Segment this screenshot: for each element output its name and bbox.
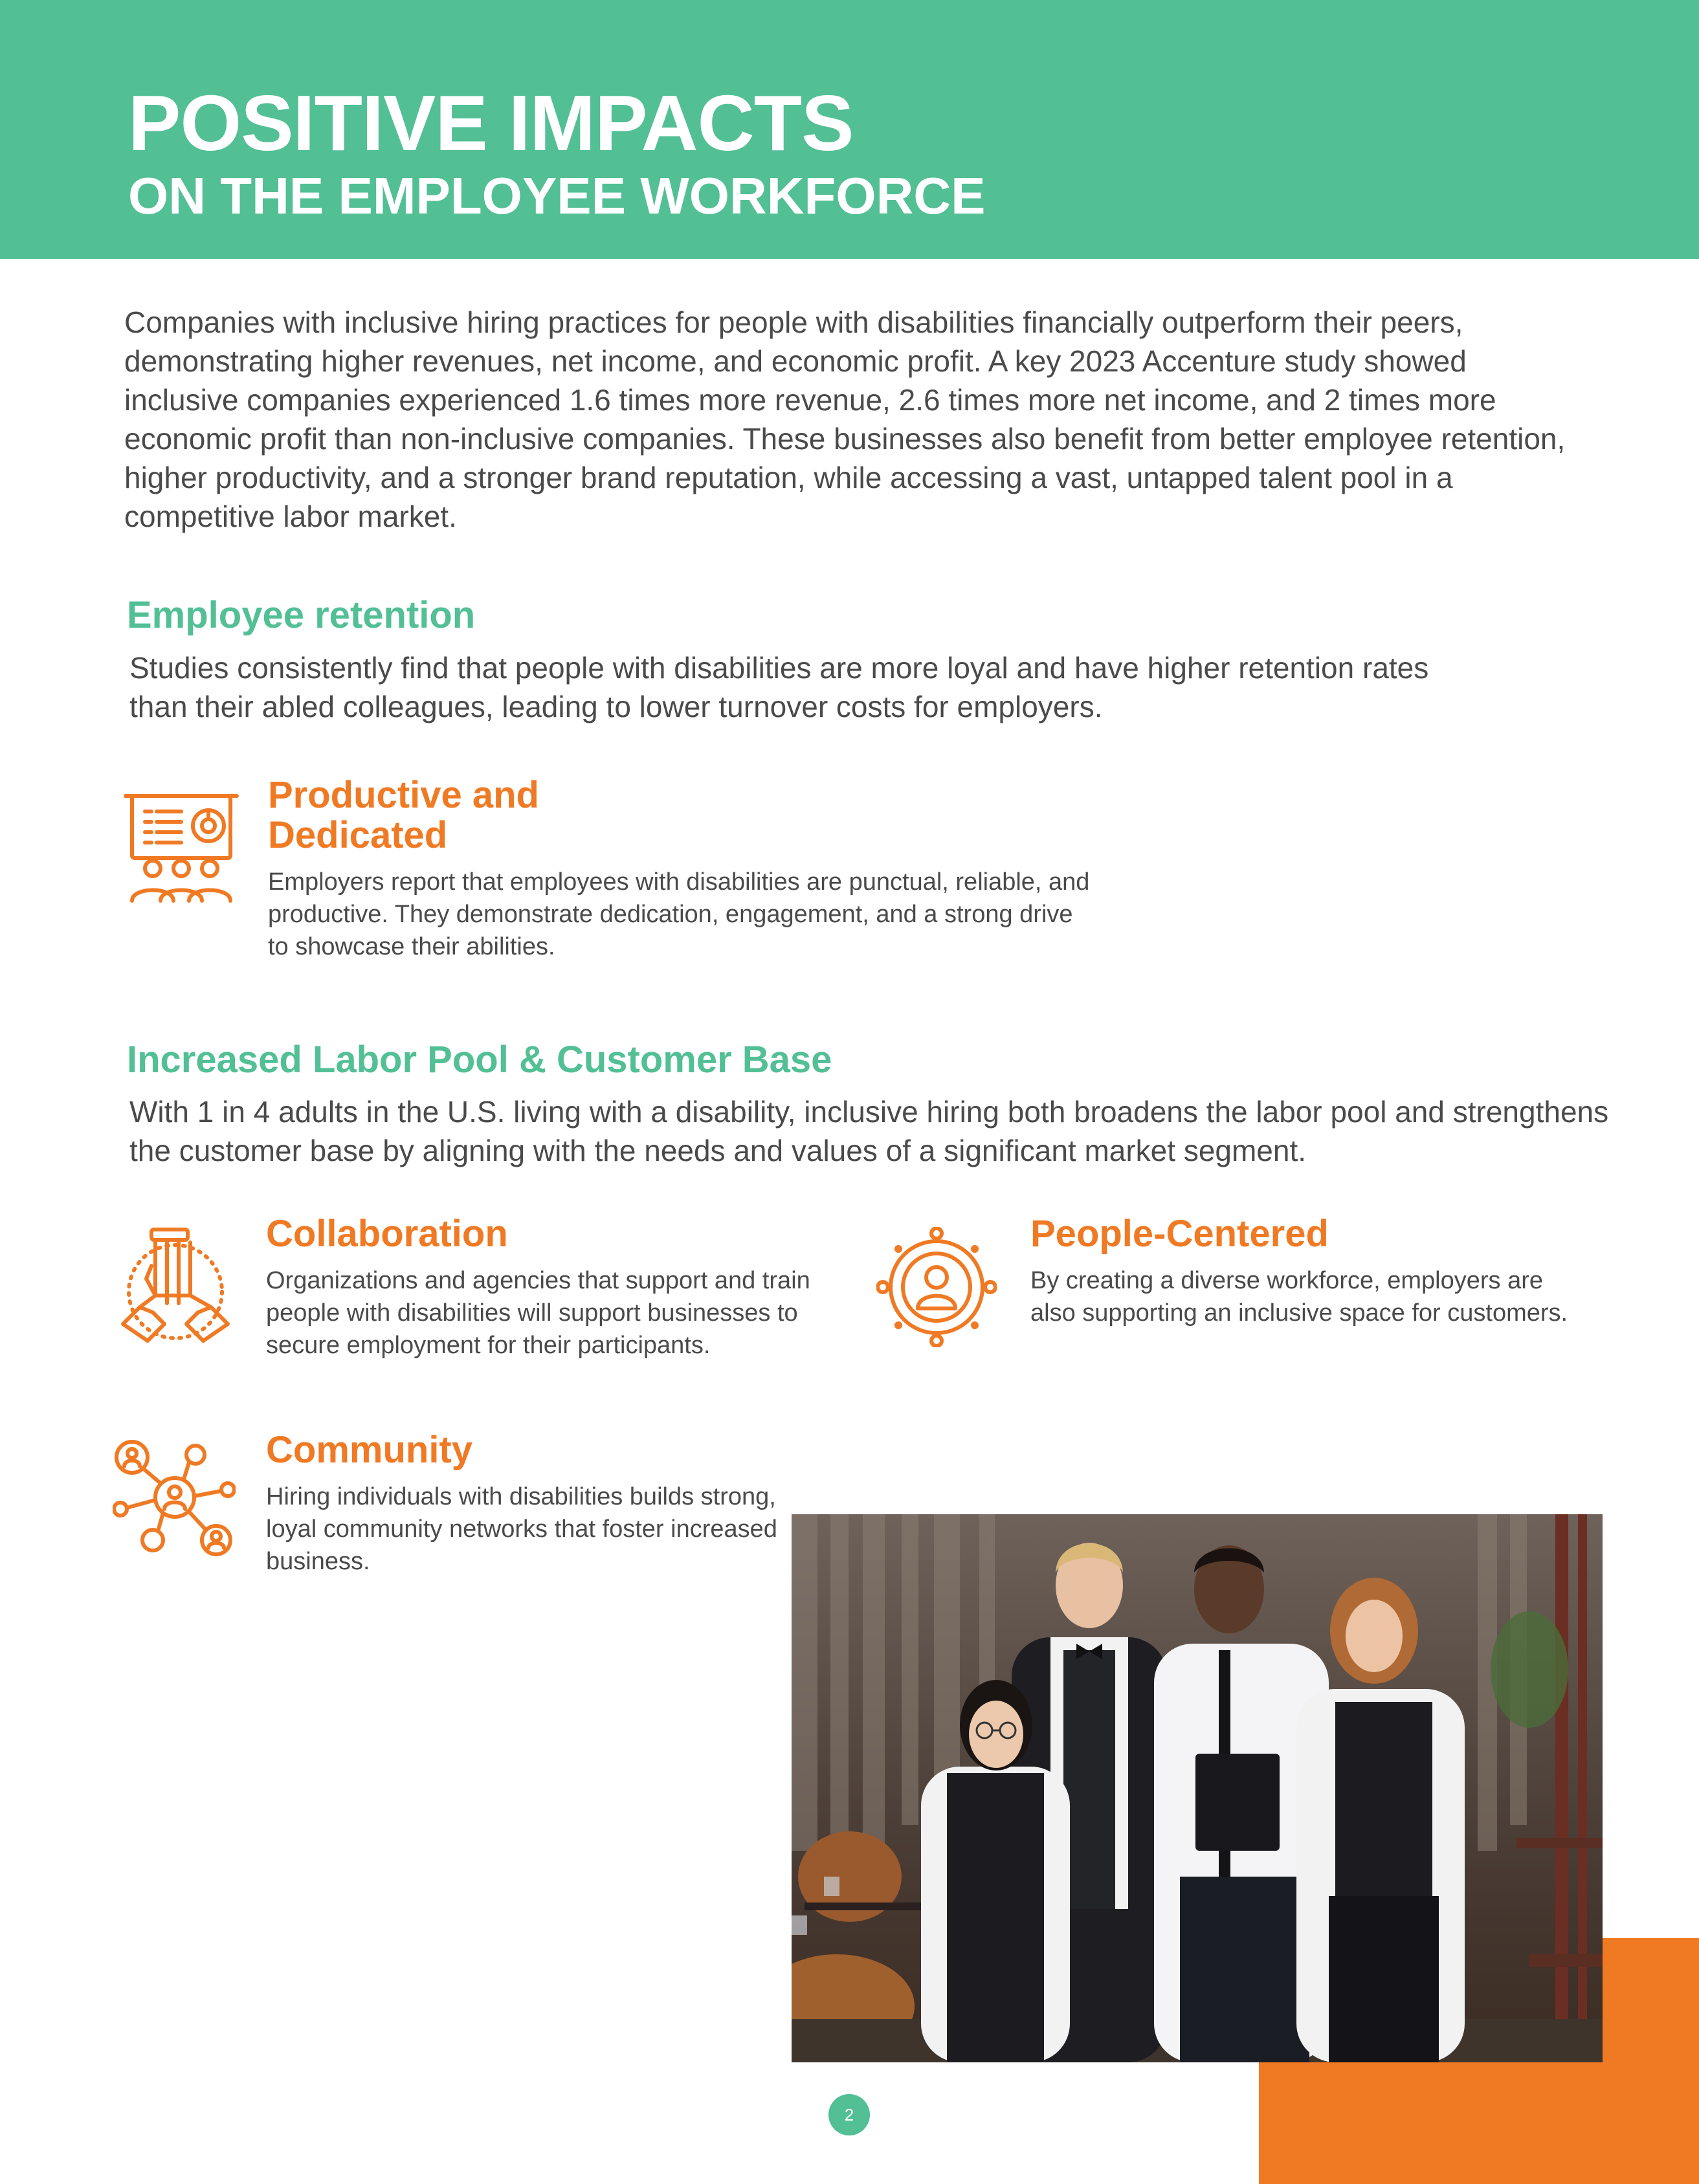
page-title: POSITIVE IMPACTS [128, 79, 854, 167]
collaboration-body: Organizations and agencies that support and train people with disabilities will support businesses to secure employment for their participants. [266, 1267, 810, 1359]
people-centered-heading: People-Centered [1030, 1213, 1329, 1255]
page-number: 2 [828, 2094, 870, 2135]
labor-pool-heading: Increased Labor Pool & Customer Base [127, 1039, 832, 1081]
collaboration-heading: Collaboration [266, 1213, 508, 1255]
productive-heading-line2: Dedicated [268, 814, 448, 856]
community-body: Hiring individuals with disabilities builds strong, loyal community networks that foster increased business. [266, 1483, 777, 1575]
presentation-audience-icon [123, 791, 239, 905]
people-centered-body: By creating a diverse workforce, employers are also supporting an inclusive space for customers. [1030, 1267, 1568, 1327]
productive-heading-line1: Productive and [268, 774, 539, 816]
intro-paragraph: Companies with inclusive hiring practices for people with disabilities financially outperform their peers, demonstrating higher revenues, net income, and economic profit. A key 2023 Accenture study showed inclusive companies experienced 1.6 times more revenue, 2.6 times more net income, and 2 times more economic profit than non-inclusive companies. These businesses also benefit from better employee retention, higher productivity, and a stronger brand reputation, while accessing a vast, untapped talent pool in a competitive labor market. [124, 305, 1566, 533]
person-target-icon [876, 1227, 997, 1347]
stacked-hands-icon [114, 1227, 237, 1350]
page-subtitle: ON THE EMPLOYEE WORKFORCE [128, 167, 986, 225]
staff-group-photo [792, 1514, 1603, 2062]
network-people-icon [113, 1438, 236, 1557]
productive-body: Employers report that employees with disabilities are punctual, reliable, and productive. They demonstrate dedication, engagement, and a strong drive to showcase their abilities. [268, 868, 1090, 960]
retention-heading: Employee retention [127, 594, 476, 636]
retention-body: Studies consistently find that people with disabilities are more loyal and have higher retention rates than their abled colleagues, leading to lower turnover costs for employers. [129, 651, 1429, 723]
community-heading: Community [266, 1429, 472, 1471]
labor-pool-body: With 1 in 4 adults in the U.S. living with a disability, inclusive hiring both broadens the labor pool and strengthens the customer base by aligning with the needs and values of a significant market segment. [129, 1095, 1609, 1167]
